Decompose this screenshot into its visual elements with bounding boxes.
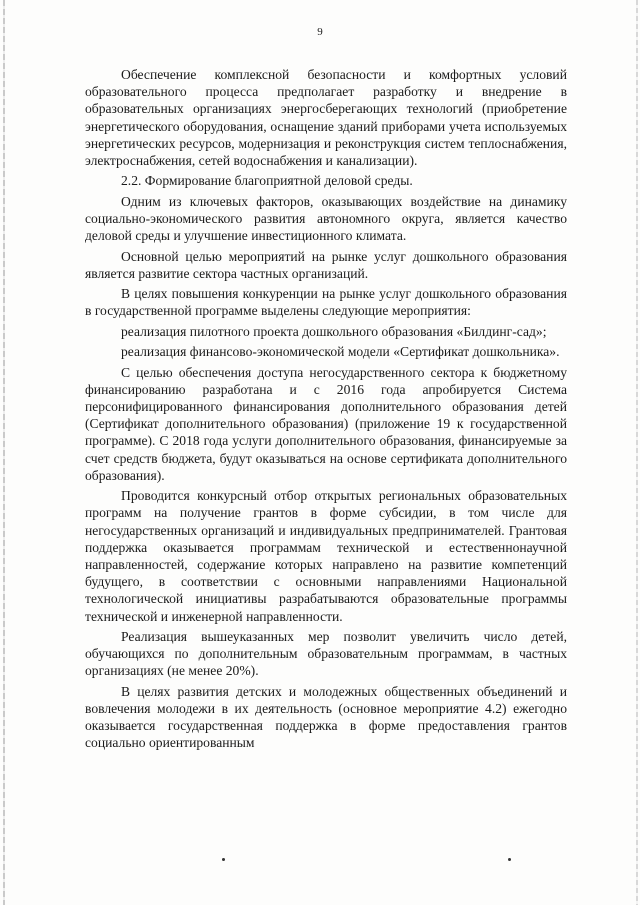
page-number: 9 bbox=[317, 26, 323, 38]
document-body bbox=[85, 66, 567, 752]
scan-edge-left bbox=[3, 0, 5, 905]
paragraph-youth-associations: В целях развития детских и молодежных общественных объединений и вовлечения молодежи в их деятельность (основное мероприятие 4.2) ежегодно оказывается государственная поддержка в форме предоставления грантов социально ориентированным bbox=[85, 683, 567, 751]
paragraph-personified-financing: С целью обеспечения доступа негосударственного сектора к бюджетному финансированию разработана и с 2016 года апробируется Система персонифицированного финансирования дополнительного образования детей (Сертификат дополнительного образования) (приложение 19 к государственной программе). С 2018 года услуги дополнительного образования, финансируемые за счет средств бюджета, будут оказываться на основе сертификата дополнительного образования). bbox=[85, 364, 567, 483]
scan-dot-left bbox=[222, 858, 225, 861]
paragraph-grant-competition: Проводится конкурсный отбор открытых региональных образовательных программ на получение грантов в форме субсидии, в том числе для негосударственных организаций и индивидуальных предпринимателей. Грантовая поддержка оказывается программам технической и естественнонаучной направленностей, содержание которых направлено на развитие компетенций будущего, в соответствии с основными направлениями Национальной технологической инициативы разрабатываются образовательные программы технической и инженерной направленности. bbox=[85, 488, 567, 624]
paragraph-preschool-goal: Основной целью мероприятий на рынке услуг дошкольного образования является развитие сектора частных организаций. bbox=[85, 248, 567, 281]
paragraph-safety: Обеспечение комплексной безопасности и комфортных условий образовательного процесса предполагает разработку и внедрение в образовательных организациях энергосберегающих технологий (приобретение энергетического оборудования, оснащение зданий приборами учета используемых энергетических ресурсов, модернизация и реконструкция систем теплоснабжения, электроснабжения, сетей водоснабжения и канализации). bbox=[85, 67, 567, 169]
scan-dot-right bbox=[508, 858, 511, 861]
paragraph-competition-measures: В целях повышения конкуренции на рынке услуг дошкольного образования в государственной программе выделены следующие мероприятия: bbox=[85, 286, 567, 319]
scan-edge-right bbox=[636, 0, 638, 905]
paragraph-business-environment: Одним из ключевых факторов, оказывающих воздействие на динамику социально-экономического развития автономного округа, является качество деловой среды и улучшение инвестиционного климата. bbox=[85, 193, 567, 244]
paragraph-building-sad: реализация пилотного проекта дошкольного образования «Билдинг-сад»; bbox=[121, 323, 547, 339]
section-heading-2-2: 2.2. Формирование благоприятной деловой среды. bbox=[121, 173, 413, 189]
paragraph-result: Реализация вышеуказанных мер позволит увеличить число детей, обучающихся по дополнительным образовательным программам, в частных организациях (не менее 20%). bbox=[85, 628, 567, 679]
paragraph-certificate-model: реализация финансово-экономической модели «Сертификат дошкольника». bbox=[121, 344, 560, 360]
